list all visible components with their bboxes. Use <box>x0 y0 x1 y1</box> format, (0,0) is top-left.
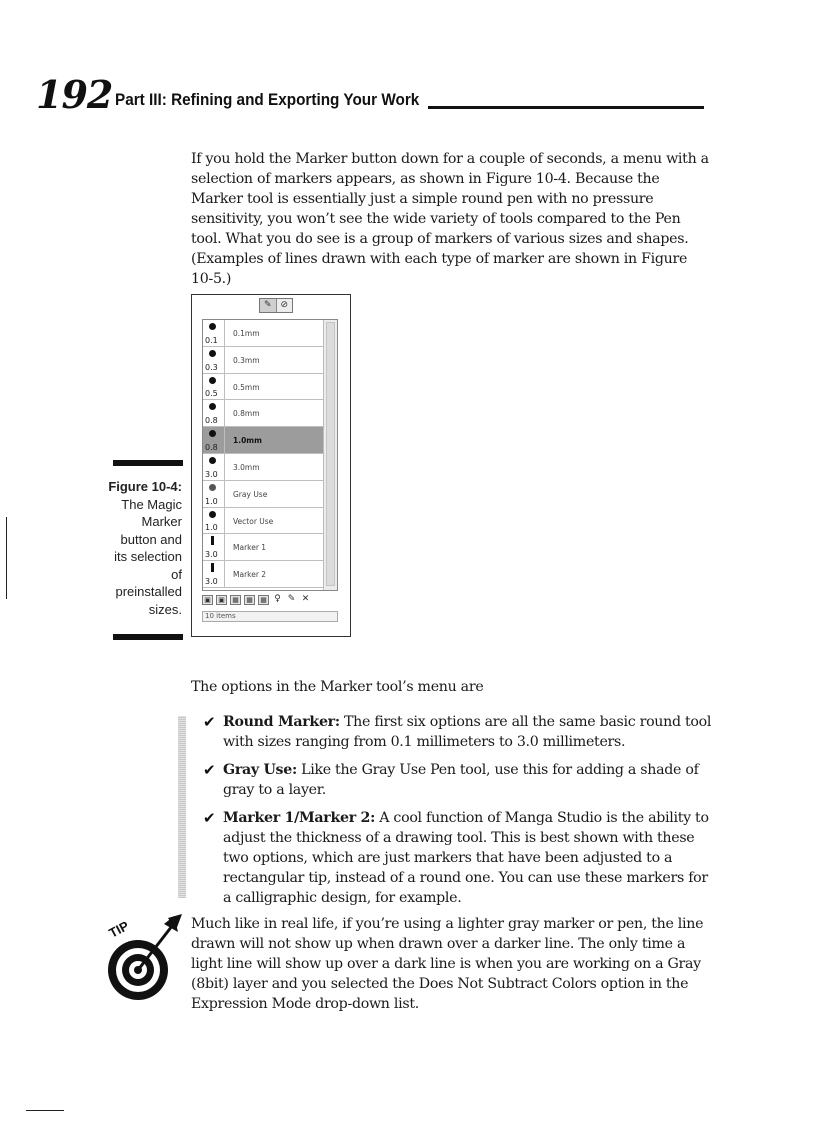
marker-tip-icon <box>211 563 214 572</box>
marker-size: 0.1 <box>205 335 218 345</box>
marker-size: 3.0 <box>205 550 218 560</box>
marker-tip-cell <box>203 400 225 426</box>
marker-size: 1.0 <box>205 523 218 533</box>
figure-caption <box>104 478 182 618</box>
marker-name: 3.0mm <box>233 462 260 472</box>
marker-name: Marker 2 <box>233 570 267 580</box>
marker-tip-cell <box>203 561 225 587</box>
marker-item[interactable] <box>203 374 323 401</box>
marker-tip-icon <box>209 323 216 330</box>
marker-tip-icon <box>209 430 216 437</box>
marker-item[interactable] <box>203 561 323 588</box>
marker-menu-panel <box>191 294 351 637</box>
marker-size: 0.8 <box>205 416 218 426</box>
marker-size: 0.8 <box>205 442 218 452</box>
marker-size: 0.3 <box>205 362 218 372</box>
pen-tab-icon[interactable]: ✎ <box>260 299 277 312</box>
marker-name: Marker 1 <box>233 543 267 553</box>
checkmark-icon: ✔ <box>203 713 216 731</box>
list-item-term: Gray Use: <box>223 762 297 778</box>
scroll-thumb[interactable] <box>326 322 335 586</box>
marker-size: 3.0 <box>205 469 218 479</box>
margin-mark <box>26 1110 64 1111</box>
running-title: Part III: Refining and Exporting Your Work <box>115 90 420 109</box>
marker-name: 1.0mm <box>233 436 262 446</box>
figure-caption-text: The Magic Marker button and its selection of preinstalled sizes. <box>114 496 182 617</box>
tip-label: TIP <box>106 917 132 941</box>
list-item-text: The first six options are all the same basic round tool with sizes ranging from 0.1 millimeters to 3.0 millimeters. <box>223 714 712 750</box>
header-rule <box>428 106 704 109</box>
marker-tip-cell <box>203 508 225 534</box>
list-sidebar-bar <box>178 716 186 898</box>
marker-size: 0.5 <box>205 389 218 399</box>
new-icon[interactable]: ▣ <box>202 595 213 605</box>
page-number: 192 <box>36 72 113 117</box>
caption-rule-bottom <box>113 634 183 640</box>
margin-mark <box>6 517 7 599</box>
list-item-term: Marker 1/Marker 2: <box>223 810 376 826</box>
marker-name: 0.8mm <box>233 409 260 419</box>
marker-name: 0.3mm <box>233 355 260 365</box>
tool-tabs <box>259 298 293 313</box>
tip-text: Much like in real life, if you’re using a lighter gray marker or pen, the line drawn will not show up when drawn over a darker line. The only time a light line will show up over a dark line is when you are working on a Gray (8bit) layer and you selected the Does Not Subtract Colors option in the Expression Mode drop-down list. <box>191 916 704 1012</box>
grid-icon[interactable]: ▦ <box>244 595 255 605</box>
options-intro: The options in the Marker tool’s menu are <box>191 679 484 695</box>
marker-tip-icon <box>209 457 216 464</box>
bulb-icon[interactable]: ♀ <box>274 594 281 604</box>
marker-name: 0.5mm <box>233 382 260 392</box>
marker-tip-icon <box>209 403 216 410</box>
grid-icon[interactable]: ▦ <box>258 595 269 605</box>
marker-name: Gray Use <box>233 489 268 499</box>
marker-item[interactable] <box>203 534 323 561</box>
marker-tip-cell <box>203 481 225 507</box>
pen-icon[interactable]: ✎ <box>287 594 296 604</box>
marker-name: 0.1mm <box>233 329 260 338</box>
list-item-term: Round Marker: <box>223 714 340 730</box>
marker-tip-icon <box>209 350 216 357</box>
checkmark-icon: ✔ <box>203 761 216 779</box>
bottom-toolbar <box>202 593 338 607</box>
checkmark-icon: ✔ <box>203 809 216 827</box>
marker-tip-cell <box>203 347 225 373</box>
marker-tip-icon <box>209 484 216 491</box>
list-item <box>203 808 713 908</box>
marker-tip-icon <box>209 377 216 384</box>
marker-name: Vector Use <box>233 516 274 526</box>
marker-item[interactable] <box>203 481 323 508</box>
status-bar: 10 items <box>202 611 338 622</box>
list-item <box>203 712 713 752</box>
list-item-text: Like the Gray Use Pen tool, use this for adding a shade of gray to a layer. <box>223 762 699 798</box>
marker-item[interactable] <box>203 427 323 454</box>
marker-item[interactable] <box>203 508 323 535</box>
marker-tip-icon <box>209 511 216 518</box>
marker-size: 3.0 <box>205 576 218 586</box>
marker-list <box>202 319 338 591</box>
list-item-text: A cool function of Manga Studio is the ability to adjust the thickness of a drawing tool. This is best shown with these two options, which are just markers that have been adjusted to a rectangular tip, instead of a round one. You can use these markers for a calligraphic design, for example. <box>223 810 709 906</box>
marker-rows <box>203 320 323 588</box>
marker-tip-cell <box>203 374 225 400</box>
caption-rule-top <box>113 460 183 466</box>
marker-item[interactable] <box>203 400 323 427</box>
grid-icon[interactable]: ▦ <box>230 595 241 605</box>
marker-tip-cell <box>203 427 225 453</box>
delete-icon[interactable]: ✕ <box>301 594 310 604</box>
marker-item[interactable] <box>203 454 323 481</box>
marker-tip-cell <box>203 454 225 480</box>
figure-label: Figure 10-4: <box>108 479 182 494</box>
copy-icon[interactable]: ▣ <box>216 595 227 605</box>
eraser-tab-icon[interactable]: ⊘ <box>280 300 289 310</box>
marker-tip-cell <box>203 534 225 560</box>
marker-item[interactable] <box>203 320 323 347</box>
marker-tip-cell <box>203 320 225 346</box>
marker-item[interactable] <box>203 347 323 374</box>
tip-target-icon <box>102 910 184 1004</box>
scrollbar[interactable] <box>323 320 337 590</box>
marker-size: 1.0 <box>205 496 218 506</box>
list-item <box>203 760 713 800</box>
marker-tip-icon <box>211 536 214 545</box>
intro-paragraph: If you hold the Marker button down for a couple of seconds, a menu with a selection of markers appears, as shown in Figure 10-4. Because the Marker tool is essentially just a simple round pen with no pressure sensitivity, you won’t see the wide variety of tools compared to the Pen tool. What you do see is a group of markers of various sizes and shapes. (Examples of lines drawn with each type of marker are shown in Figure 10-5.) <box>191 151 709 287</box>
